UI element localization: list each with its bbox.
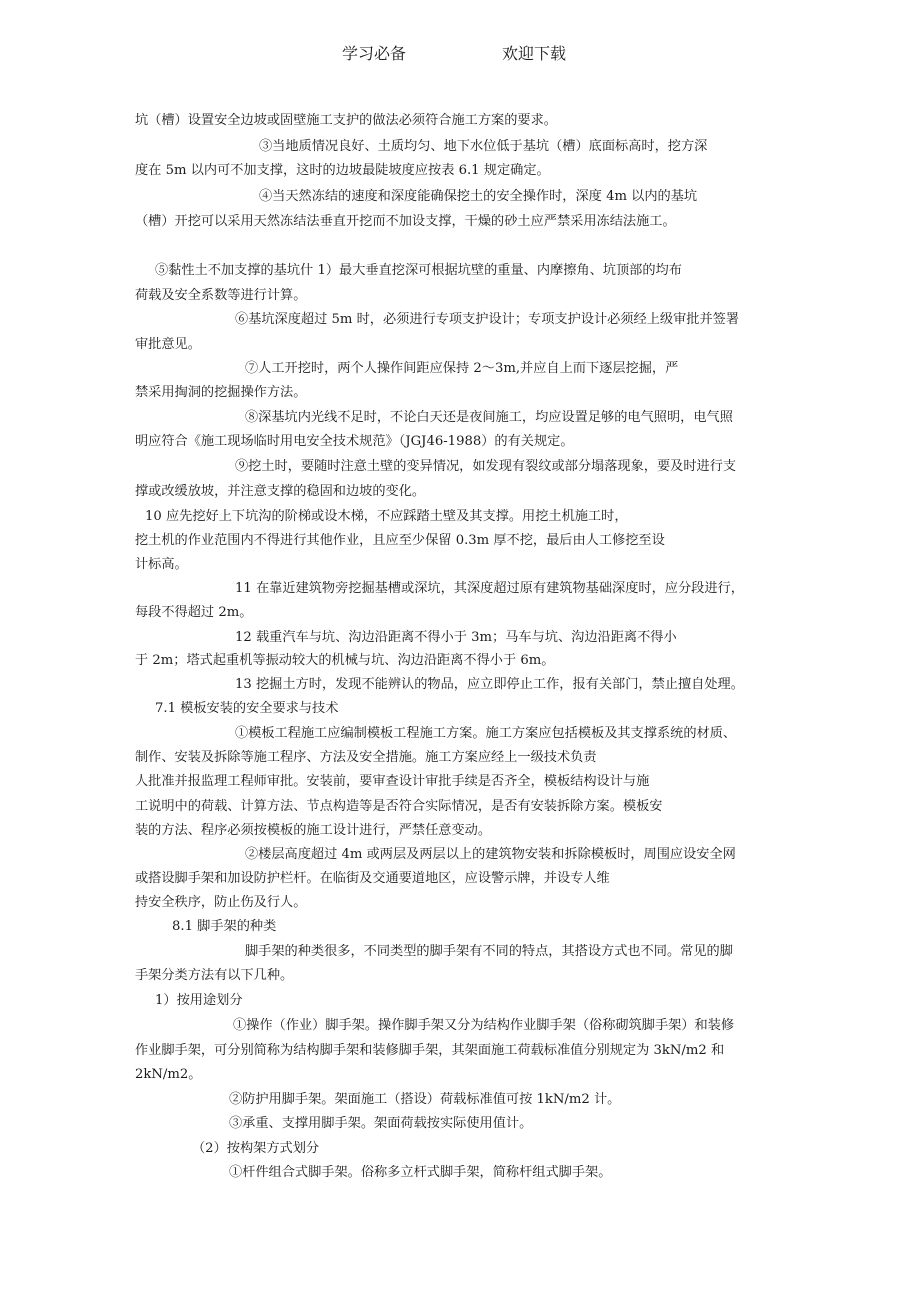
header-right-text: 欢迎下载 xyxy=(502,44,567,63)
text-line: 12 载重汽车与坑、沟边沿距离不得小于 3m；马车与坑、沟边沿距离不得小 xyxy=(235,630,677,645)
text-line: 装的方法、程序必须按模板的施工设计进行，严禁任意变动。 xyxy=(135,823,492,838)
text-line: ⑧深基坑内光线不足时，不论白天还是夜间施工，均应设置足够的电气照明，电气照 xyxy=(245,410,733,425)
text-line: 人批准并报监理工程师审批。安装前，要审查设计审批手续是否齐全，模板结构设计与施 xyxy=(135,774,650,789)
text-line: 坑（槽）设置安全边坡或固壁施工支护的做法必须符合施工方案的要求。 xyxy=(135,113,557,128)
text-line: ⑨挖土时，要随时注意土壁的变异情况，如发现有裂纹或部分塌落现象，要及时进行支 xyxy=(235,459,737,474)
text-line: 每段不得超过 2m。 xyxy=(135,605,253,620)
text-line: ⑥基坑深度超过 5m 时，必须进行专项支护设计；专项支护设计必须经上级审批并签署 xyxy=(235,312,740,327)
text-line: 2kN/m2。 xyxy=(135,1067,202,1082)
section-heading: 8.1 脚手架的种类 xyxy=(172,919,277,934)
subsection-heading: （2）按构架方式划分 xyxy=(192,1141,320,1156)
text-line: 计标高。 xyxy=(135,557,188,572)
text-line: 荷载及安全系数等进行计算。 xyxy=(135,288,307,303)
text-line: 挖土机的作业范围内不得进行其他作业，且应至少保留 0.3m 厚不挖，最后由人工修挖至设 xyxy=(135,533,665,548)
header-left-text: 学习必备 xyxy=(342,44,407,63)
text-line: ⑦人工开挖时，两个人操作间距应保持 2～3m,并应自上而下逐层挖掘，严 xyxy=(245,361,679,376)
text-line: ①模板工程施工应编制模板工程施工方案。施工方案应包括模板及其支撑系统的材质、 xyxy=(235,726,737,741)
text-line: 审批意见。 xyxy=(135,337,201,352)
text-line: ①杆件组合式脚手架。俗称多立杆式脚手架，简称杆组式脚手架。 xyxy=(229,1165,612,1180)
text-line: 13 挖掘土方时，发现不能辨认的物品，应立即停止工作，报有关部门，禁止擅自处理。 xyxy=(235,677,744,692)
text-line: 度在 5m 以内可不加支撑，这时的边坡最陡坡度应按表 6.1 规定确定。 xyxy=(135,163,550,178)
text-line: 持安全秩序，防止伤及行人。 xyxy=(135,895,307,910)
text-line: 制作、安装及拆除等施工程序、方法及安全措施。施工方案应经上一级技术负责 xyxy=(135,750,597,765)
text-line: 作业脚手架，可分别简称为结构脚手架和装修脚手架，其架面施工荷载标准值分别规定为 3kN/m2 和 xyxy=(135,1043,725,1058)
text-line: ④当天然冻结的速度和深度能确保挖土的安全操作时，深度 4m 以内的基坑 xyxy=(259,189,698,204)
text-line: 于 2m；塔式起重机等振动较大的机械与坑、沟边沿距离不得小于 6m。 xyxy=(135,653,555,668)
text-line: （槽）开挖可以采用天然冻结法垂直开挖而不加设支撑，干燥的砂土应严禁采用冻结法施工。 xyxy=(135,214,676,229)
subsection-heading: 1）按用途划分 xyxy=(155,993,243,1008)
text-line: ⑤黏性土不加支撑的基坑什 1）最大垂直挖深可根据坑壁的重量、内摩擦角、坑顶部的均布 xyxy=(155,263,682,278)
text-line: 脚手架的种类很多，不同类型的脚手架有不同的特点，其搭设方式也不同。常见的脚 xyxy=(245,944,733,959)
text-line: ②防护用脚手架。架面施工（搭设）荷载标准值可按 1kN/m2 计。 xyxy=(229,1092,621,1107)
text-line: ③承重、支撑用脚手架。架面荷载按实际使用值计。 xyxy=(229,1116,533,1131)
text-line: 工说明中的荷载、计算方法、节点构造等是否符合实际情况，是否有安装拆除方案。模板安 xyxy=(135,799,663,814)
text-line: 撑或改缓放坡，并注意支撑的稳固和边坡的变化。 xyxy=(135,484,426,499)
text-line: 手架分类方法有以下几种。 xyxy=(135,968,294,983)
section-heading: 7.1 模板安装的安全要求与技术 xyxy=(155,701,339,716)
text-line: 10 应先挖好上下坑沟的阶梯或设木梯，不应踩踏土壁及其支撑。用挖土机施工时， xyxy=(145,509,628,524)
text-line: 11 在靠近建筑物旁挖掘基槽或深坑，其深度超过原有建筑物基础深度时，应分段进行， xyxy=(235,581,744,596)
text-line: ①操作（作业）脚手架。操作脚手架又分为结构作业脚手架（俗称砌筑脚手架）和装修 xyxy=(233,1018,735,1033)
text-line: 或搭设脚手架和加设防护栏杆。在临街及交通要道地区，应设警示牌，并设专人维 xyxy=(135,871,610,886)
text-line: ②楼层高度超过 4m 或两层及两层以上的建筑物安装和拆除模板时，周围应设安全网 xyxy=(245,847,736,862)
text-line: 明应符合《施工现场临时用电安全技术规范》（JGJ46-1988）的有关规定。 xyxy=(135,434,574,449)
text-line: 禁采用掏洞的挖掘操作方法。 xyxy=(135,385,307,400)
text-line: ③当地质情况良好、土质均匀、地下水位低于基坑（槽）底面标高时，挖方深 xyxy=(259,139,708,154)
